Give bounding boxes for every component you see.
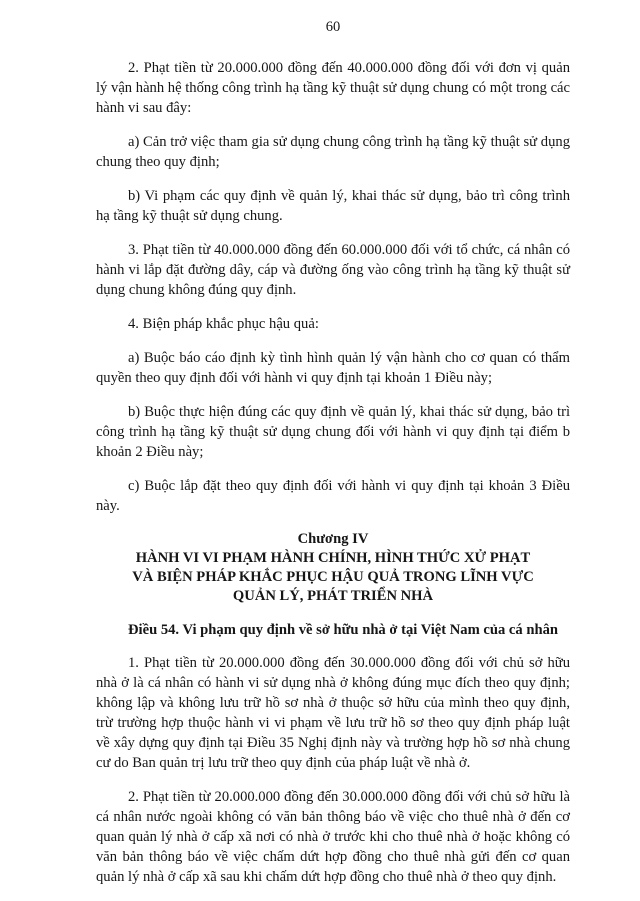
chapter-title-line: QUẢN LÝ, PHÁT TRIỂN NHÀ (232, 588, 434, 604)
clause-4b: b) Buộc thực hiện đúng các quy định về quản lý, khai thác sử dụng, bảo trì công trình hạ tầng kỹ thuật sử dụng chung đối với hành vi quy định tại điểm b khoản 2 Điều này; (96, 404, 570, 460)
document-page (96, 18, 570, 901)
clause-2-fine: 2. Phạt tiền từ 20.000.000 đồng đến 40.000.000 đồng đối với đơn vị quản lý vận hành hệ thống công trình hạ tầng kỹ thuật sử dụng chung có một trong các hành vi sau đây: (96, 60, 570, 116)
chapter-title-line: HÀNH VI VI PHẠM HÀNH CHÍNH, HÌNH THỨC XỬ PHẠT (135, 550, 531, 566)
article-continuation (96, 58, 570, 516)
chapter-number: Chương IV (297, 531, 369, 547)
chapter-title-line: VÀ BIỆN PHÁP KHẮC PHỤC HẬU QUẢ TRONG LĨNH VỰC (132, 569, 534, 585)
chapter-title (96, 549, 570, 606)
article-54-clause-1: 1. Phạt tiền từ 20.000.000 đồng đến 30.000.000 đồng đối với chủ sở hữu nhà ở là cá nhân có hành vi sử dụng nhà ở không đúng mục đích theo quy định; không lập và không lưu trữ hồ sơ nhà ở thuộc sở hữu của mình theo quy định, trừ trường hợp thuộc hành vi vi phạm về lưu trữ hồ sơ theo quy định pháp luật về xây dựng quy định tại Điều 35 Nghị định này và trường hợp hồ sơ nhà chung cư do Ban quản trị lưu trữ theo quy định của pháp luật về nhà ở. (96, 655, 570, 771)
clause-2a: a) Cản trở việc tham gia sử dụng chung công trình hạ tầng kỹ thuật sử dụng chung theo quy định; (96, 134, 570, 170)
clause-2b: b) Vi phạm các quy định về quản lý, khai thác sử dụng, bảo trì công trình hạ tầng kỹ thuật sử dụng chung. (96, 188, 570, 224)
clause-4a: a) Buộc báo cáo định kỳ tình hình quản lý vận hành cho cơ quan có thẩm quyền theo quy định đối với hành vi quy định tại khoản 1 Điều này; (96, 350, 570, 386)
clause-4-remedies: 4. Biện pháp khắc phục hậu quả: (128, 316, 319, 332)
article-54-clause-2: 2. Phạt tiền từ 20.000.000 đồng đến 30.000.000 đồng đối với chủ sở hữu là cá nhân nước ngoài không có văn bản thông báo về việc cho thuê nhà ở đến cơ quan quản lý nhà ở cấp xã nơi có nhà ở trước khi cho thuê nhà ở hoặc không có văn bản thông báo về việc chấm dứt hợp đồng cho thuê nhà gửi đến cơ quan quản lý nhà ở cấp xã sau khi chấm dứt hợp đồng cho thuê nhà ở theo quy định. (96, 789, 570, 885)
page-number: 60 (325, 19, 341, 35)
chapter-heading (96, 530, 570, 606)
clause-3-fine: 3. Phạt tiền từ 40.000.000 đồng đến 60.000.000 đối với tổ chức, cá nhân có hành vi lắp đặt đường dây, cáp và đường ống vào công trình hạ tầng kỹ thuật sử dụng chung không đúng quy định. (96, 242, 570, 298)
article-54 (96, 620, 570, 887)
clause-4c: c) Buộc lắp đặt theo quy định đối với hành vi quy định tại khoản 3 Điều này. (96, 478, 570, 514)
article-heading: Điều 54. Vi phạm quy định về sở hữu nhà ở tại Việt Nam của cá nhân (128, 622, 558, 638)
